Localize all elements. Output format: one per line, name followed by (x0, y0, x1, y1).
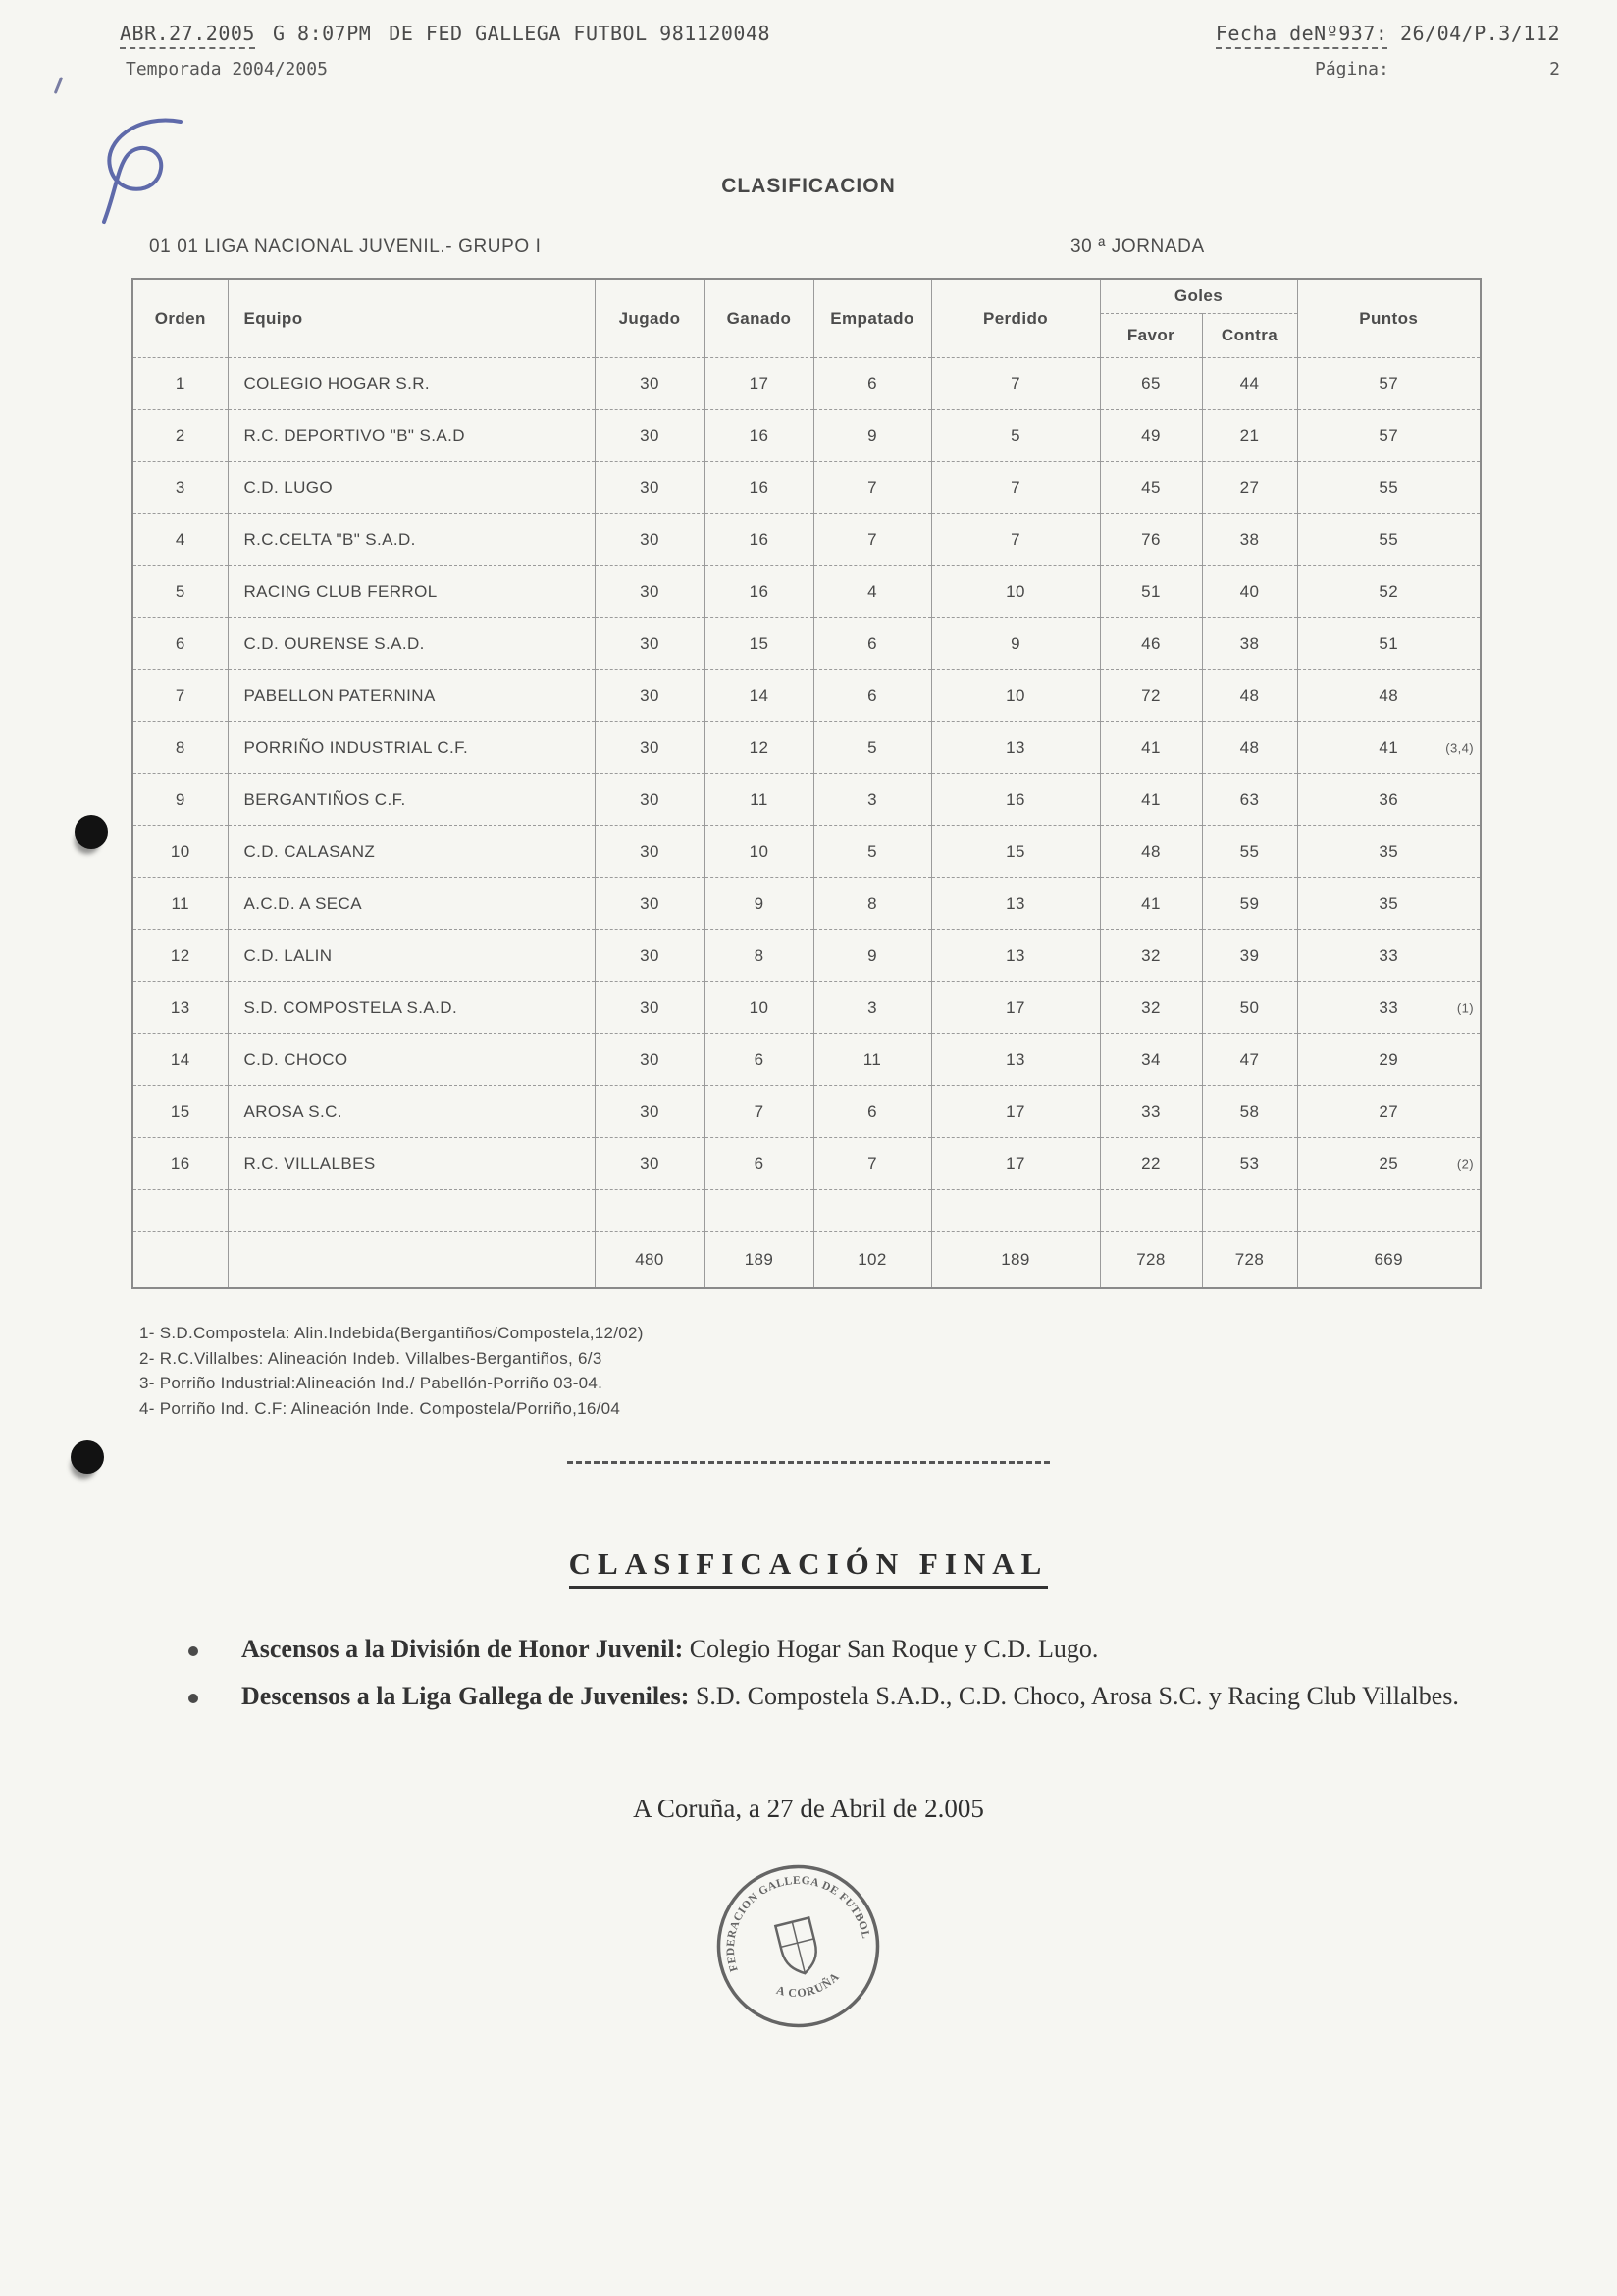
cell-ganado: 16 (704, 410, 813, 462)
puntos-value: 27 (1379, 1102, 1399, 1121)
totals-empatado: 102 (813, 1232, 931, 1289)
cell-puntos (1297, 1086, 1481, 1138)
cell-orden: 13 (132, 982, 228, 1034)
date-line: A Coruña, a 27 de Abril de 2.005 (633, 1794, 984, 1823)
cell-ganado: 11 (704, 774, 813, 826)
fax-ref-label: Fecha deNº937: (1216, 22, 1388, 49)
cell-equipo: C.D. LALIN (228, 930, 595, 982)
cell-empatado: 7 (813, 462, 931, 514)
table-row (132, 1034, 1481, 1086)
cell-perdido: 13 (931, 878, 1100, 930)
cell-ganado: 16 (704, 514, 813, 566)
cell-ganado: 6 (704, 1034, 813, 1086)
table-row (132, 462, 1481, 514)
svg-text:A CORUÑA (772, 1967, 845, 2006)
descensos-text: S.D. Compostela S.A.D., C.D. Choco, Arosa S.C. y Racing Club Villalbes. (689, 1682, 1459, 1710)
cell-empatado: 5 (813, 826, 931, 878)
cell-perdido: 7 (931, 462, 1100, 514)
puntos-value: 36 (1379, 790, 1399, 809)
cell-orden: 16 (132, 1138, 228, 1190)
cell-perdido: 13 (931, 930, 1100, 982)
cell-empatado: 6 (813, 358, 931, 410)
cell-ganado: 10 (704, 982, 813, 1034)
cell-equipo: BERGANTIÑOS C.F. (228, 774, 595, 826)
puntos-value: 57 (1379, 426, 1399, 444)
cell-ganado: 7 (704, 1086, 813, 1138)
cell-perdido: 17 (931, 1086, 1100, 1138)
cell-equipo: R.C.CELTA "B" S.A.D. (228, 514, 595, 566)
cell-puntos (1297, 878, 1481, 930)
cell-orden: 2 (132, 410, 228, 462)
cell-equipo: PORRIÑO INDUSTRIAL C.F. (228, 722, 595, 774)
table-row (132, 774, 1481, 826)
cell-contra: 59 (1202, 878, 1297, 930)
cell-perdido: 5 (931, 410, 1100, 462)
cell-contra: 47 (1202, 1034, 1297, 1086)
cell-orden: 1 (132, 358, 228, 410)
cell-contra: 27 (1202, 462, 1297, 514)
table-row (132, 982, 1481, 1034)
table-row (132, 930, 1481, 982)
puntos-note: (2) (1456, 1156, 1474, 1172)
cell-favor: 32 (1100, 930, 1202, 982)
cell-jugado: 30 (595, 722, 704, 774)
totals-puntos: 669 (1297, 1232, 1481, 1289)
cell-ganado: 14 (704, 670, 813, 722)
table-row (132, 410, 1481, 462)
puntos-value: 35 (1379, 894, 1399, 913)
cell-favor: 34 (1100, 1034, 1202, 1086)
cell-favor: 65 (1100, 358, 1202, 410)
totals-row (132, 1232, 1481, 1289)
cell-perdido: 10 (931, 670, 1100, 722)
cell-contra: 21 (1202, 410, 1297, 462)
cell-jugado: 30 (595, 410, 704, 462)
puntos-value: 48 (1379, 686, 1399, 704)
totals-jugado: 480 (595, 1232, 704, 1289)
cell-orden: 8 (132, 722, 228, 774)
descensos-paragraph (114, 1676, 1529, 1716)
final-heading-wrapper (0, 1546, 1617, 1582)
final-heading: CLASIFICACIÓN FINAL (569, 1546, 1049, 1589)
cell-contra: 53 (1202, 1138, 1297, 1190)
cell-contra: 63 (1202, 774, 1297, 826)
cell-jugado: 30 (595, 982, 704, 1034)
cell-equipo: COLEGIO HOGAR S.R. (228, 358, 595, 410)
cell-equipo: C.D. OURENSE S.A.D. (228, 618, 595, 670)
table-row (132, 514, 1481, 566)
cell-orden: 10 (132, 826, 228, 878)
cell-perdido: 17 (931, 1138, 1100, 1190)
cell-contra: 38 (1202, 618, 1297, 670)
cell-jugado: 30 (595, 358, 704, 410)
ascensos-text: Colegio Hogar San Roque y C.D. Lugo. (683, 1635, 1099, 1663)
cell-jugado: 30 (595, 878, 704, 930)
cell-empatado: 3 (813, 982, 931, 1034)
page-label: Página: (1315, 59, 1389, 79)
cell-ganado: 10 (704, 826, 813, 878)
footnotes (139, 1321, 644, 1421)
cell-empatado: 6 (813, 618, 931, 670)
fax-sender: DE FED GALLEGA FUTBOL 981120048 (389, 22, 771, 45)
cell-orden: 3 (132, 462, 228, 514)
bullet-icon (188, 1646, 198, 1656)
cell-jugado: 30 (595, 1138, 704, 1190)
table-footer (132, 1190, 1481, 1289)
cell-jugado: 30 (595, 930, 704, 982)
cell-ganado: 16 (704, 566, 813, 618)
cell-jugado: 30 (595, 774, 704, 826)
cell-favor: 48 (1100, 826, 1202, 878)
cell-favor: 76 (1100, 514, 1202, 566)
spacer-row (132, 1190, 1481, 1232)
puntos-value: 57 (1379, 374, 1399, 392)
puntos-value: 51 (1379, 634, 1399, 652)
cell-contra: 40 (1202, 566, 1297, 618)
pen-mark (54, 77, 64, 94)
cell-empatado: 4 (813, 566, 931, 618)
cell-contra: 58 (1202, 1086, 1297, 1138)
cell-orden: 12 (132, 930, 228, 982)
puntos-value: 55 (1379, 478, 1399, 496)
cell-favor: 33 (1100, 1086, 1202, 1138)
cell-empatado: 11 (813, 1034, 931, 1086)
cell-contra: 48 (1202, 670, 1297, 722)
footnote: 4- Porriño Ind. C.F: Alineación Inde. Compostela/Porriño,16/04 (139, 1398, 621, 1418)
totals-perdido: 189 (931, 1232, 1100, 1289)
cell-puntos (1297, 462, 1481, 514)
cell-ganado: 16 (704, 462, 813, 514)
cell-puntos (1297, 670, 1481, 722)
cell-equipo: AROSA S.C. (228, 1086, 595, 1138)
cell-equipo: S.D. COMPOSTELA S.A.D. (228, 982, 595, 1034)
totals-orden (132, 1232, 228, 1289)
cell-empatado: 3 (813, 774, 931, 826)
cell-orden: 11 (132, 878, 228, 930)
cell-empatado: 8 (813, 878, 931, 930)
cell-equipo: RACING CLUB FERROL (228, 566, 595, 618)
fax-date: ABR.27.2005 (120, 22, 255, 49)
fax-time: G 8:07PM (272, 22, 372, 45)
cell-favor: 41 (1100, 878, 1202, 930)
cell-empatado: 9 (813, 410, 931, 462)
header-ganado: Ganado (704, 279, 813, 358)
table-row (132, 722, 1481, 774)
ascensos-paragraph (114, 1629, 1529, 1669)
cell-equipo: C.D. CHOCO (228, 1034, 595, 1086)
cell-empatado: 6 (813, 1086, 931, 1138)
cell-jugado: 30 (595, 1086, 704, 1138)
stamp-bottom-text: A CORUÑA (774, 1969, 843, 2001)
federation-stamp (694, 1842, 902, 2050)
footnote: 3- Porriño Industrial:Alineación Ind./ Pabellón-Porriño 03-04. (139, 1374, 603, 1392)
fax-header-line1 (120, 22, 1560, 49)
header-goles: Goles (1100, 279, 1297, 314)
cell-puntos (1297, 930, 1481, 982)
cell-favor: 45 (1100, 462, 1202, 514)
cell-equipo: R.C. DEPORTIVO "B" S.A.D (228, 410, 595, 462)
cell-puntos (1297, 722, 1481, 774)
descensos-label: Descensos a la Liga Gallega de Juveniles: (241, 1682, 690, 1710)
puntos-value: 41 (1379, 738, 1399, 757)
cell-contra: 44 (1202, 358, 1297, 410)
cell-jugado: 30 (595, 618, 704, 670)
puntos-value: 29 (1379, 1050, 1399, 1069)
cell-contra: 55 (1202, 826, 1297, 878)
jornada-label: 30 ª JORNADA (1070, 236, 1205, 257)
cell-orden: 4 (132, 514, 228, 566)
cell-perdido: 15 (931, 826, 1100, 878)
cell-perdido: 13 (931, 722, 1100, 774)
puntos-value: 33 (1379, 998, 1399, 1017)
cell-ganado: 17 (704, 358, 813, 410)
header-puntos: Puntos (1297, 279, 1481, 358)
dashed-separator (567, 1461, 1050, 1464)
cell-contra: 48 (1202, 722, 1297, 774)
table-row (132, 878, 1481, 930)
table-row (132, 1086, 1481, 1138)
punch-hole (75, 815, 108, 849)
cell-equipo: C.D. CALASANZ (228, 826, 595, 878)
cell-equipo: C.D. LUGO (228, 462, 595, 514)
cell-orden: 9 (132, 774, 228, 826)
page-title: CLASIFICACION (721, 175, 896, 197)
puntos-note: (1) (1456, 1000, 1474, 1016)
cell-equipo: R.C. VILLALBES (228, 1138, 595, 1190)
cell-equipo: A.C.D. A SECA (228, 878, 595, 930)
cell-favor: 51 (1100, 566, 1202, 618)
cell-orden: 6 (132, 618, 228, 670)
cell-favor: 22 (1100, 1138, 1202, 1190)
cell-favor: 46 (1100, 618, 1202, 670)
puntos-note: (3,4) (1445, 740, 1474, 756)
punch-hole (71, 1440, 104, 1474)
cell-puntos (1297, 514, 1481, 566)
standings-table-wrapper (131, 278, 1482, 1289)
cell-contra: 50 (1202, 982, 1297, 1034)
cell-puntos (1297, 410, 1481, 462)
cell-perdido: 9 (931, 618, 1100, 670)
cell-empatado: 6 (813, 670, 931, 722)
cell-puntos (1297, 1138, 1481, 1190)
table-row (132, 670, 1481, 722)
cell-puntos (1297, 566, 1481, 618)
footnote: 1- S.D.Compostela: Alin.Indebida(Bergantiños/Compostela,12/02) (139, 1324, 644, 1342)
puntos-value: 52 (1379, 582, 1399, 600)
fax-header-right (1216, 22, 1560, 49)
page-indicator (1315, 59, 1560, 79)
puntos-value: 33 (1379, 946, 1399, 965)
stamp-seal-icon (694, 1842, 902, 2050)
table-header (132, 279, 1481, 358)
header-orden: Orden (132, 279, 228, 358)
table-row (132, 826, 1481, 878)
header-favor: Favor (1100, 314, 1202, 358)
fax-header-line2 (126, 59, 1560, 79)
puntos-value: 25 (1379, 1154, 1399, 1173)
standings-body (132, 358, 1481, 1190)
cell-perdido: 10 (931, 566, 1100, 618)
cell-jugado: 30 (595, 670, 704, 722)
cell-empatado: 9 (813, 930, 931, 982)
cell-perdido: 7 (931, 358, 1100, 410)
cell-jugado: 30 (595, 566, 704, 618)
cell-perdido: 13 (931, 1034, 1100, 1086)
cell-favor: 41 (1100, 774, 1202, 826)
cell-jugado: 30 (595, 826, 704, 878)
cell-perdido: 17 (931, 982, 1100, 1034)
cell-puntos (1297, 1034, 1481, 1086)
puntos-value: 55 (1379, 530, 1399, 548)
cell-ganado: 9 (704, 878, 813, 930)
cell-ganado: 12 (704, 722, 813, 774)
table-row (132, 1138, 1481, 1190)
cell-perdido: 7 (931, 514, 1100, 566)
cell-ganado: 15 (704, 618, 813, 670)
bullet-icon (188, 1694, 198, 1703)
table-row (132, 566, 1481, 618)
cell-jugado: 30 (595, 514, 704, 566)
cell-empatado: 5 (813, 722, 931, 774)
cell-orden: 14 (132, 1034, 228, 1086)
header-jugado: Jugado (595, 279, 704, 358)
fax-ref-value: 26/04/P.3/112 (1399, 22, 1560, 45)
header-empatado: Empatado (813, 279, 931, 358)
cell-jugado: 30 (595, 1034, 704, 1086)
footnote: 2- R.C.Villalbes: Alineación Indeb. Villalbes-Bergantiños, 6/3 (139, 1348, 602, 1368)
cell-orden: 7 (132, 670, 228, 722)
cell-ganado: 6 (704, 1138, 813, 1190)
totals-ganado: 189 (704, 1232, 813, 1289)
season-label: Temporada 2004/2005 (126, 59, 328, 79)
header-contra: Contra (1202, 314, 1297, 358)
header-equipo: Equipo (228, 279, 595, 358)
cell-favor: 41 (1100, 722, 1202, 774)
ascensos-label: Ascensos a la División de Honor Juvenil: (241, 1635, 684, 1663)
cell-orden: 5 (132, 566, 228, 618)
cell-puntos (1297, 982, 1481, 1034)
competition-name: 01 01 LIGA NACIONAL JUVENIL.- GRUPO I (149, 236, 542, 257)
svg-text:FEDERACION GALLEGA DE FUTBOL (709, 1859, 872, 1973)
totals-favor: 728 (1100, 1232, 1202, 1289)
header-perdido: Perdido (931, 279, 1100, 358)
totals-equipo (228, 1232, 595, 1289)
cell-empatado: 7 (813, 1138, 931, 1190)
totals-contra: 728 (1202, 1232, 1297, 1289)
cell-puntos (1297, 774, 1481, 826)
cell-jugado: 30 (595, 462, 704, 514)
cell-favor: 32 (1100, 982, 1202, 1034)
stamp-arc-text: FEDERACION GALLEGA DE FUTBOL (724, 1874, 872, 1973)
puntos-value: 35 (1379, 842, 1399, 861)
page-number: 2 (1549, 59, 1560, 79)
fax-header-left (120, 22, 770, 49)
cell-puntos (1297, 618, 1481, 670)
cell-empatado: 7 (813, 514, 931, 566)
standings-table (131, 278, 1482, 1289)
cell-puntos (1297, 358, 1481, 410)
cell-contra: 38 (1202, 514, 1297, 566)
cell-orden: 15 (132, 1086, 228, 1138)
cell-contra: 39 (1202, 930, 1297, 982)
cell-puntos (1297, 826, 1481, 878)
cell-perdido: 16 (931, 774, 1100, 826)
table-row (132, 618, 1481, 670)
cell-favor: 72 (1100, 670, 1202, 722)
cell-equipo: PABELLON PATERNINA (228, 670, 595, 722)
cell-favor: 49 (1100, 410, 1202, 462)
table-row (132, 358, 1481, 410)
cell-ganado: 8 (704, 930, 813, 982)
